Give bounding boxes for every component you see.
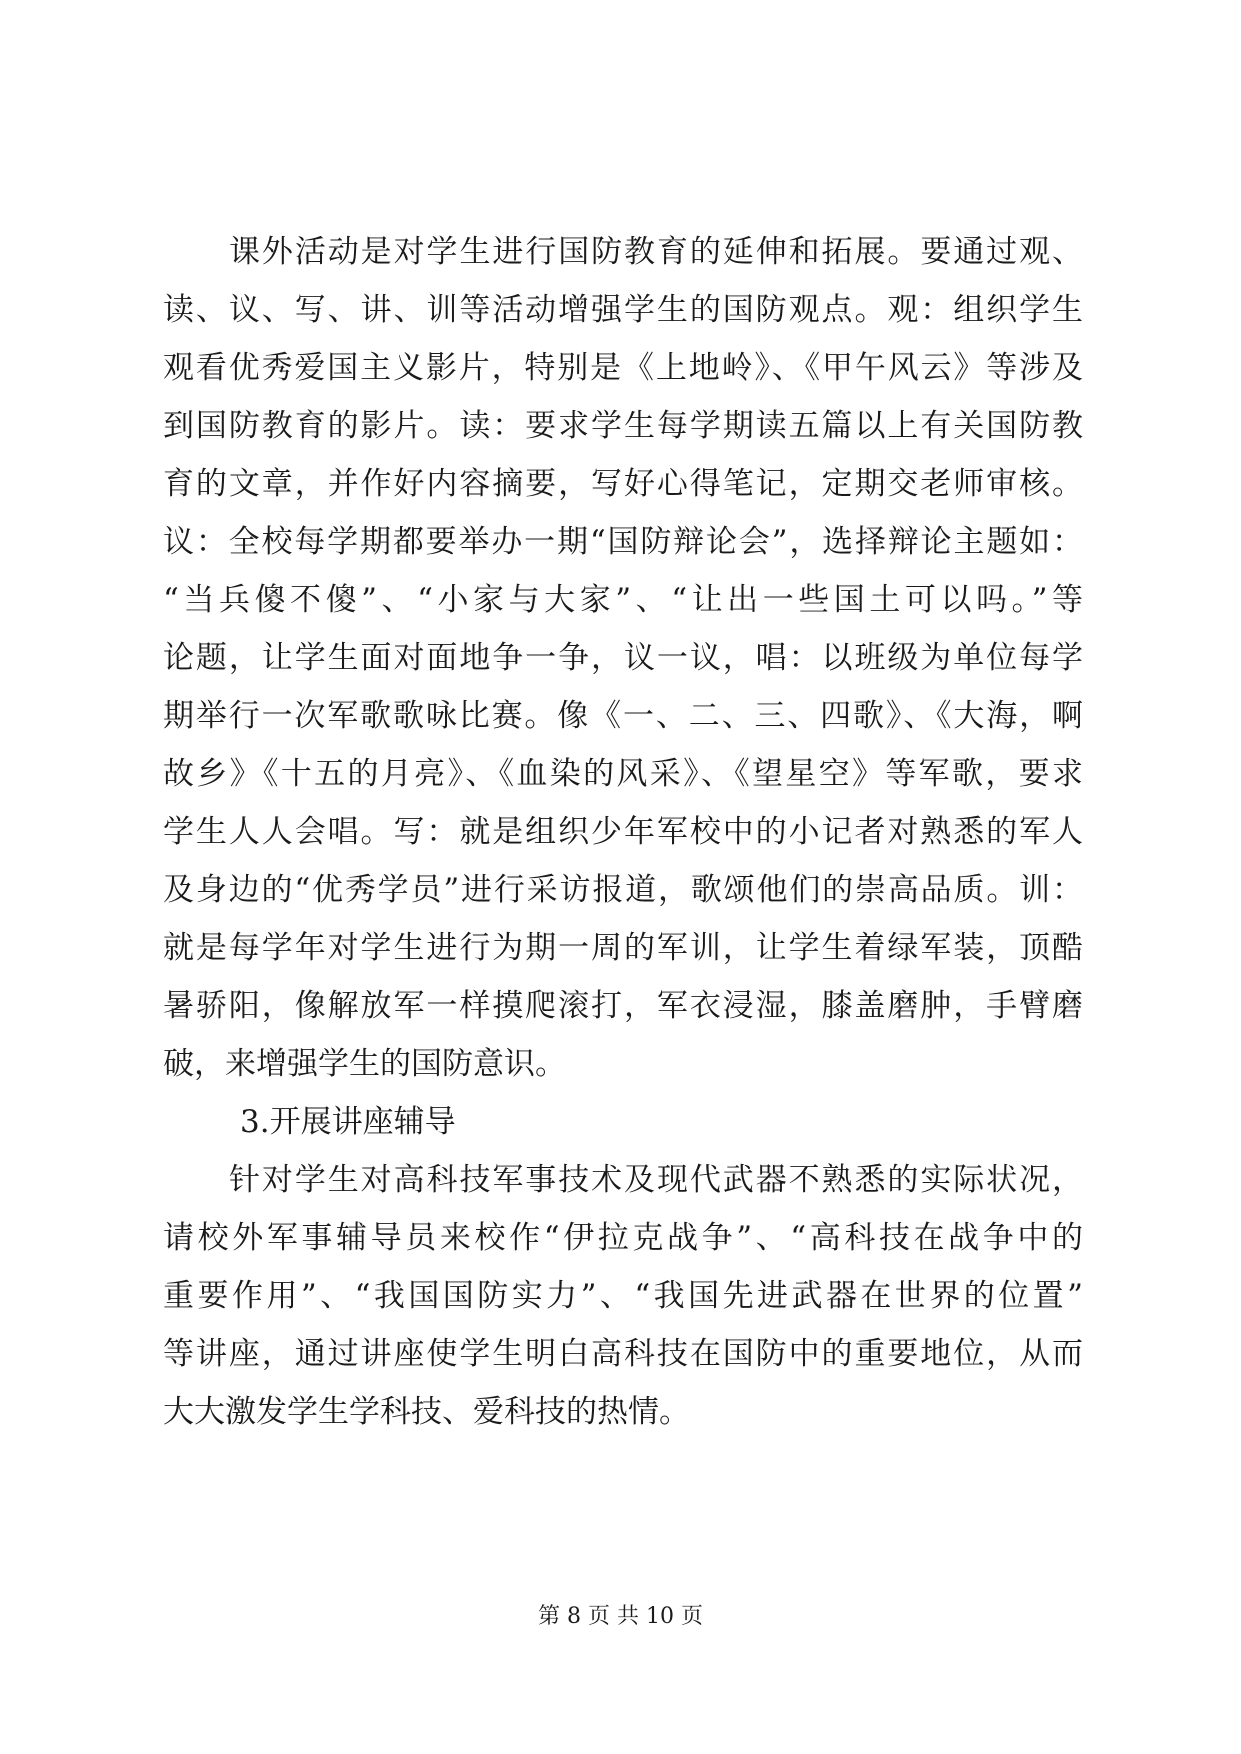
paragraph-line: 请校外军事辅导员来校作“伊拉克战争”、“高科技在战争中的 — [163, 1220, 1083, 1256]
paragraph-line: 学生人人会唱。写：就是组织少年军校中的小记者对熟悉的军人 — [163, 814, 1083, 850]
paragraph-line: 破，来增强学生的国防意识。 — [163, 1046, 566, 1082]
paragraph-line: 大大激发学生学科技、爱科技的热情。 — [163, 1394, 690, 1430]
paragraph-line: 就是每学年对学生进行为期一周的军训，让学生着绿军装，顶酷 — [163, 930, 1083, 966]
paragraph-line: 重要作用”、“我国国防实力”、“我国先进武器在世界的位置” — [163, 1278, 1083, 1314]
paragraph-line: 期举行一次军歌歌咏比赛。像《一、二、三、四歌》、《大海，啊 — [163, 698, 1083, 734]
paragraph-line: 及身边的“优秀学员”进行采访报道，歌颂他们的崇高品质。训： — [163, 872, 1083, 908]
paragraph-line: “当兵傻不傻”、“小家与大家”、“让出一些国土可以吗。”等 — [163, 582, 1083, 618]
page-number-footer: 第 8 页 共 10 页 — [538, 1604, 703, 1629]
paragraph-line: 观看优秀爱国主义影片，特别是《上地岭》、《甲午风云》等涉及 — [163, 350, 1083, 386]
paragraph-line: 议：全校每学期都要举办一期“国防辩论会”，选择辩论主题如： — [163, 524, 1083, 560]
paragraph-line: 论题，让学生面对面地争一争，议一议，唱：以班级为单位每学 — [163, 640, 1083, 676]
paragraph-line: 到国防教育的影片。读：要求学生每学期读五篇以上有关国防教 — [163, 408, 1083, 444]
paragraph-line: 暑骄阳，像解放军一样摸爬滚打，军衣浸湿，膝盖磨肿，手臂磨 — [163, 988, 1083, 1024]
section-heading: 3.开展讲座辅导 — [240, 1104, 456, 1140]
paragraph-line: 针对学生对高科技军事技术及现代武器不熟悉的实际状况， — [229, 1162, 1083, 1198]
paragraph-line: 等讲座，通过讲座使学生明白高科技在国防中的重要地位，从而 — [163, 1336, 1083, 1372]
paragraph-line: 育的文章，并作好内容摘要，写好心得笔记，定期交老师审核。 — [163, 466, 1083, 502]
paragraph-line: 课外活动是对学生进行国防教育的延伸和拓展。要通过观、 — [229, 234, 1083, 270]
paragraph-line: 故乡》《十五的月亮》、《血染的风采》、《望星空》等军歌，要求 — [163, 756, 1083, 792]
paragraph-line: 读、议、写、讲、训等活动增强学生的国防观点。观：组织学生 — [163, 292, 1083, 328]
